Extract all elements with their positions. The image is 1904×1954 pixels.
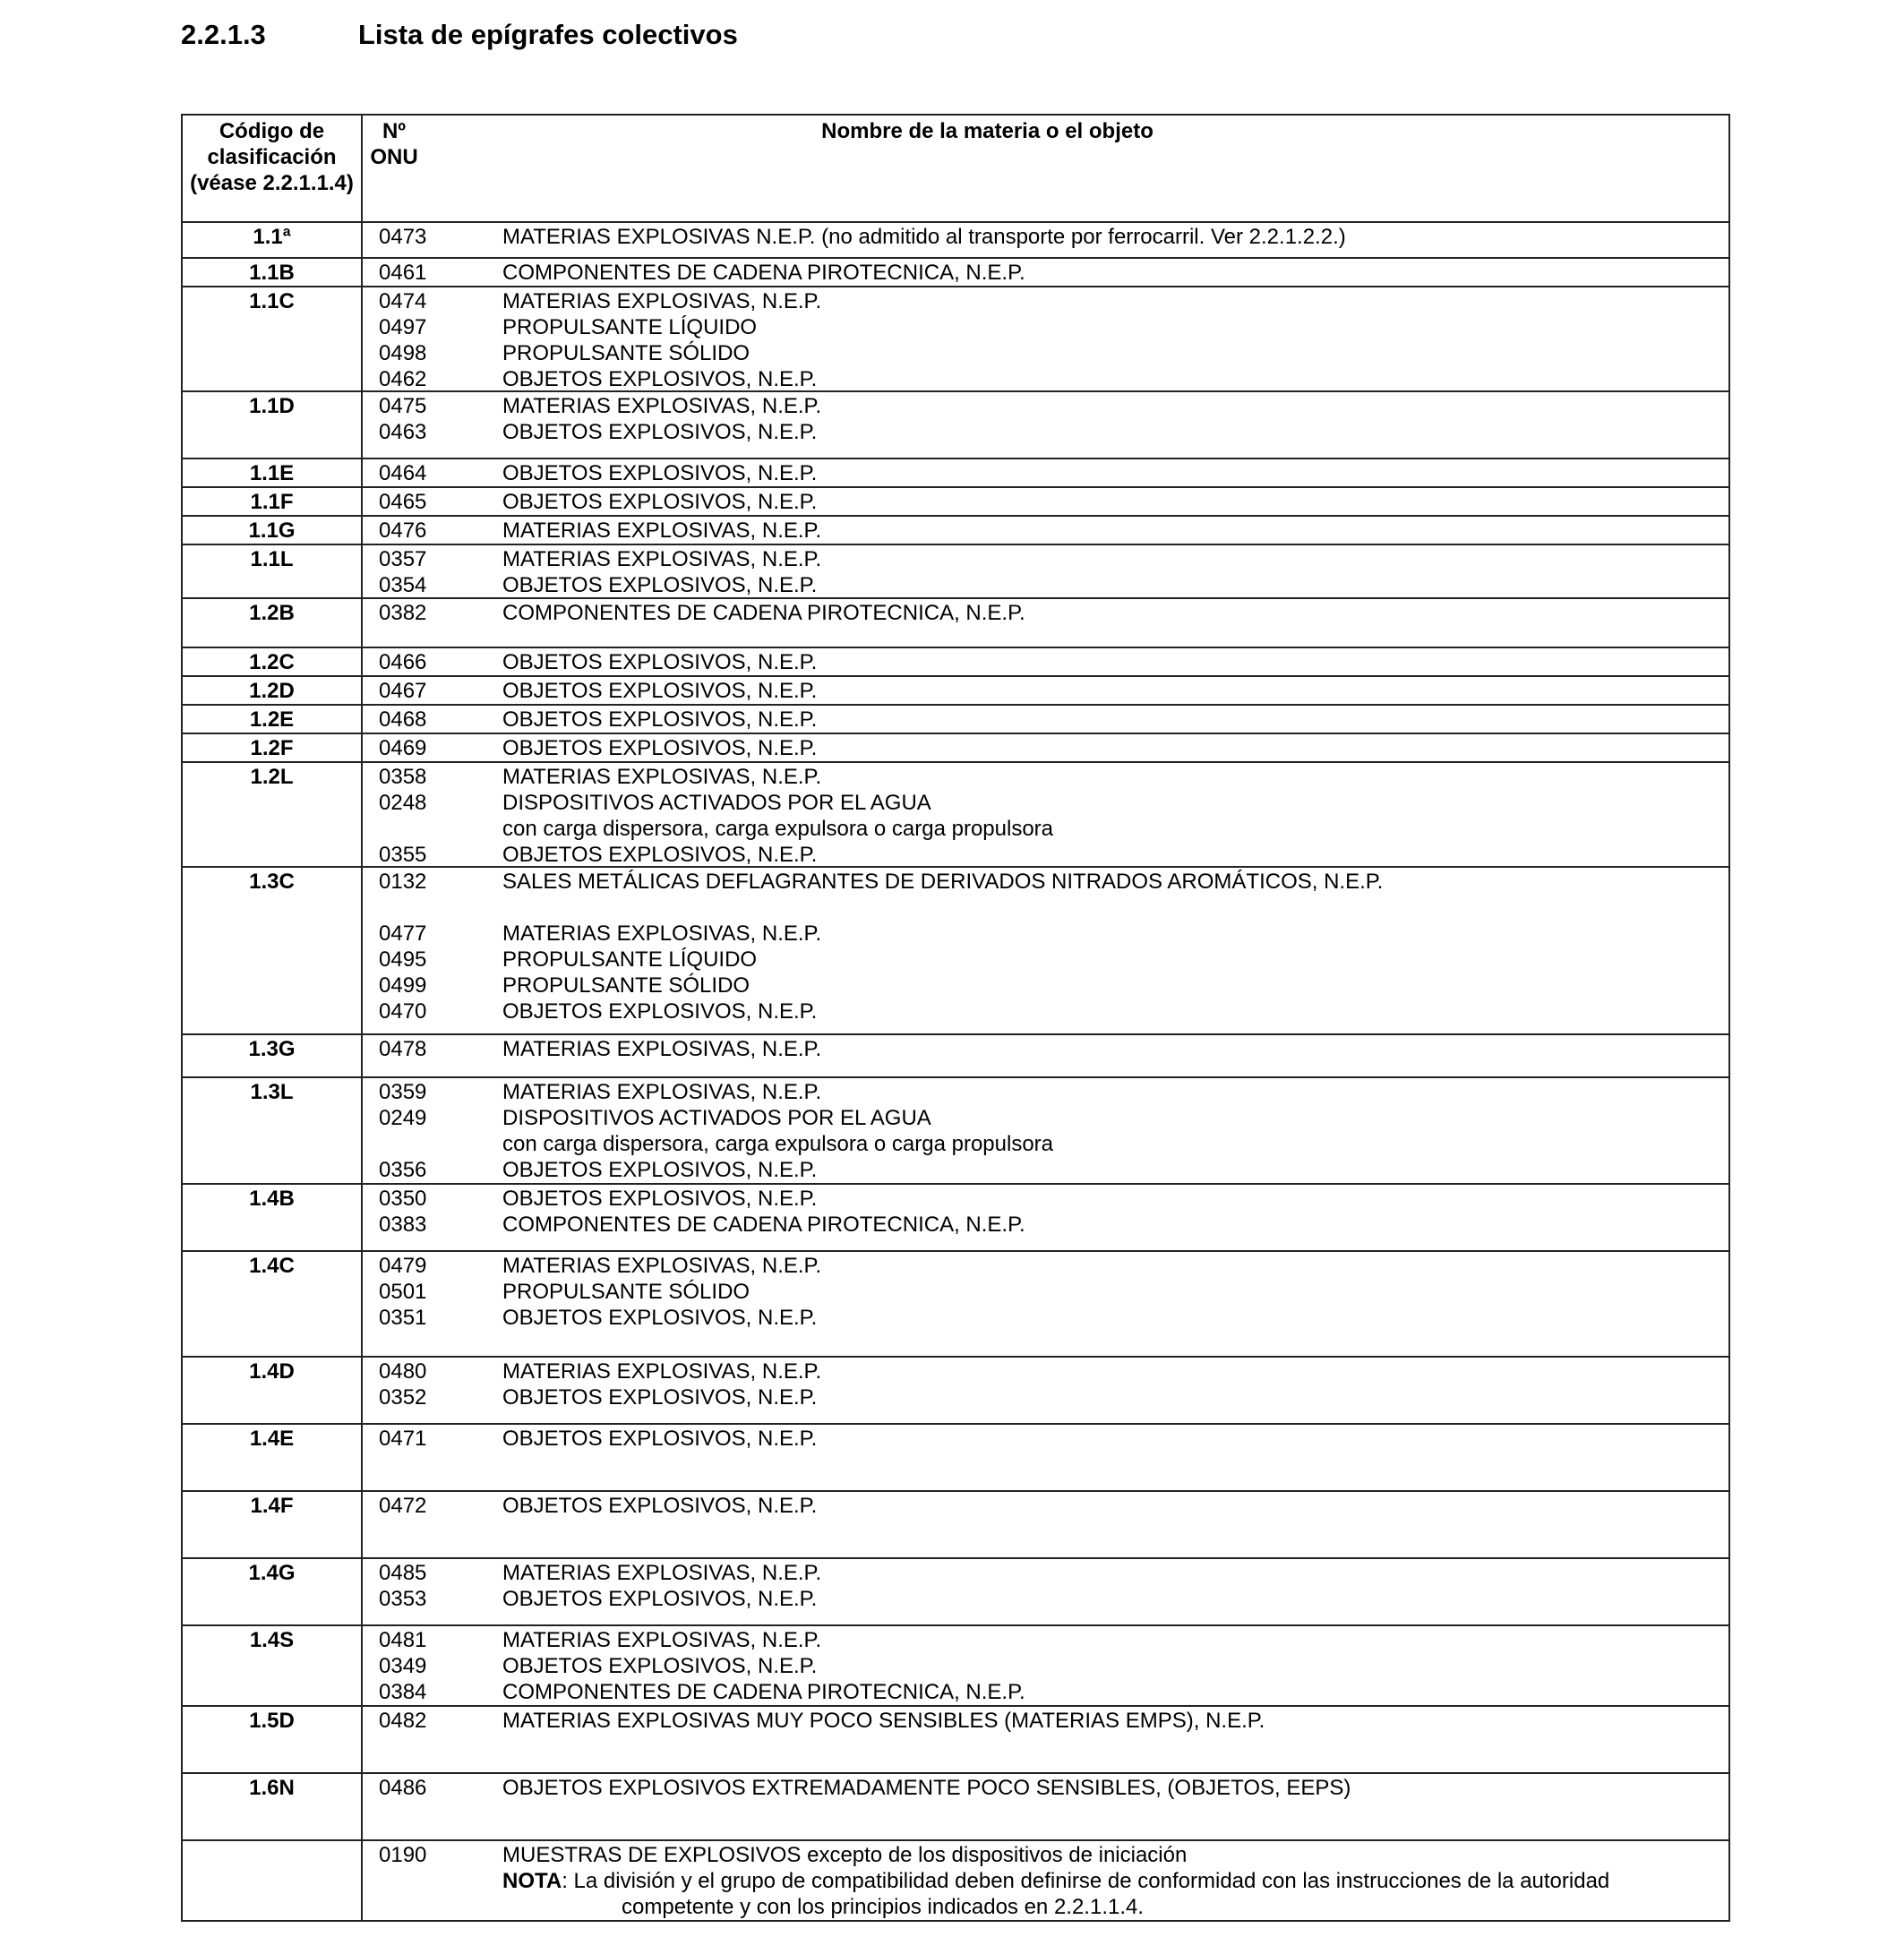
onu-number: 0354 <box>379 573 427 597</box>
classification-code: 1.4B <box>183 1185 363 1250</box>
table-row <box>183 734 1728 763</box>
substance-name: MUESTRAS DE EXPLOSIVOS excepto de los dispositivos de iniciación <box>502 1843 1188 1867</box>
entries-cell <box>363 1252 1728 1356</box>
classification-code: 1.1L <box>183 545 363 597</box>
entries-cell <box>363 287 1728 390</box>
list-item <box>379 764 1728 790</box>
entries-cell <box>363 599 1728 647</box>
onu-number: 0480 <box>379 1359 427 1384</box>
list-item <box>379 947 1728 973</box>
list-item <box>379 518 1728 544</box>
substance-name: OBJETOS EXPLOSIVOS, N.E.P. <box>502 707 818 732</box>
table-row <box>183 287 1728 392</box>
onu-number: 0481 <box>379 1628 427 1652</box>
substance-name: MATERIAS EXPLOSIVAS, N.E.P. <box>502 518 822 543</box>
onu-number: 0476 <box>379 518 427 543</box>
substance-name: COMPONENTES DE CADENA PIROTECNICA, N.E.P. <box>502 601 1025 625</box>
list-item <box>379 1279 1728 1305</box>
table-row <box>183 545 1728 599</box>
onu-number: 0474 <box>379 289 427 313</box>
substance-name: OBJETOS EXPLOSIVOS, N.E.P. <box>502 1306 818 1330</box>
entries-cell <box>363 545 1728 597</box>
onu-number: 0465 <box>379 490 427 514</box>
onu-number: 0350 <box>379 1187 427 1211</box>
onu-number: 0358 <box>379 765 427 789</box>
classification-code: 1.5D <box>183 1707 363 1772</box>
list-item <box>379 224 1728 250</box>
substance-name: COMPONENTES DE CADENA PIROTECNICA, N.E.P. <box>502 1213 1025 1237</box>
table-row <box>183 706 1728 734</box>
section-heading <box>181 13 738 57</box>
header-onu: Nº ONU <box>370 119 418 169</box>
onu-number: 0464 <box>379 461 427 485</box>
onu-number: 0479 <box>379 1254 427 1278</box>
onu-number: 0486 <box>379 1776 427 1800</box>
substance-name: OBJETOS EXPLOSIVOS, N.E.P. <box>502 1158 818 1182</box>
classification-code: 1.4E <box>183 1425 363 1490</box>
entries-cell <box>363 734 1728 761</box>
classification-code: 1.2F <box>183 734 363 761</box>
entries-cell <box>363 1774 1728 1839</box>
substance-name: PROPULSANTE LÍQUIDO <box>502 315 758 339</box>
onu-number: 0132 <box>379 870 427 894</box>
list-item <box>379 314 1728 340</box>
table-header <box>183 116 1728 223</box>
list-item <box>379 649 1728 675</box>
list-item <box>379 678 1728 704</box>
onu-number <box>379 1131 502 1157</box>
substance-name: MATERIAS EXPLOSIVAS, N.E.P. <box>502 1561 822 1585</box>
substance-name: SALES METÁLICAS DEFLAGRANTES DE DERIVADOS NITRADOS AROMÁTICOS, N.E.P. <box>502 870 1384 894</box>
substance-name: OBJETOS EXPLOSIVOS EXTREMADAMENTE POCO SENSIBLES, (OBJETOS, EEPS) <box>502 1776 1351 1800</box>
onu-number: 0355 <box>379 843 427 867</box>
onu-number: 0469 <box>379 736 427 760</box>
note-text: : La división y el grupo de compatibilidad deben definirse de conformidad con las instrucciones de la autoridad <box>562 1869 1610 1893</box>
list-item <box>379 1253 1728 1279</box>
list-item <box>379 1653 1728 1679</box>
list-item <box>379 366 1728 392</box>
substance-name: MATERIAS EXPLOSIVAS, N.E.P. <box>502 1080 822 1104</box>
substance-name: OBJETOS EXPLOSIVOS, N.E.P. <box>502 1494 818 1518</box>
list-item <box>379 1679 1728 1705</box>
list-item <box>379 790 1728 816</box>
entries-cell <box>363 1626 1728 1705</box>
onu-number: 0477 <box>379 921 427 946</box>
substance-name: MATERIAS EXPLOSIVAS, N.E.P. <box>502 1628 822 1652</box>
entries-cell <box>363 517 1728 544</box>
entries-cell <box>363 1559 1728 1624</box>
substance-name: PROPULSANTE LÍQUIDO <box>502 947 758 972</box>
classification-code: 1.1C <box>183 287 363 390</box>
classification-code: 1.1E <box>183 459 363 486</box>
classification-code: 1.4C <box>183 1252 363 1356</box>
list-item <box>379 260 1728 286</box>
entries-cell <box>363 677 1728 704</box>
table-row <box>183 488 1728 517</box>
section-number: 2.2.1.3 <box>181 19 266 50</box>
classification-code: 1.2B <box>183 599 363 647</box>
list-item <box>379 707 1728 733</box>
substance-name: OBJETOS EXPLOSIVOS, N.E.P. <box>502 461 818 485</box>
table-row <box>183 1035 1728 1078</box>
list-item <box>379 1305 1728 1331</box>
list-item <box>379 1384 1728 1410</box>
list-item <box>379 1186 1728 1212</box>
entries-cell <box>363 1035 1728 1076</box>
table-row <box>183 1185 1728 1252</box>
table-row <box>183 1774 1728 1841</box>
table-row <box>183 1425 1728 1492</box>
list-item <box>379 1105 1728 1131</box>
list-item <box>379 1627 1728 1653</box>
entries-cell <box>363 1841 1728 1920</box>
onu-number: 0249 <box>379 1106 427 1130</box>
table-row <box>183 1492 1728 1559</box>
classification-code: 1.1G <box>183 517 363 544</box>
entries-cell <box>363 868 1728 1033</box>
substance-name: MATERIAS EXPLOSIVAS, N.E.P. <box>502 1254 822 1278</box>
classification-code: 1.1ª <box>183 223 363 257</box>
substance-name: OBJETOS EXPLOSIVOS, N.E.P. <box>502 420 818 444</box>
list-item <box>379 340 1728 366</box>
classification-code: 1.2L <box>183 763 363 866</box>
entries-cell <box>363 1492 1728 1557</box>
entries-cell <box>363 706 1728 733</box>
list-item <box>379 1842 1728 1868</box>
onu-number: 0501 <box>379 1280 427 1304</box>
table-row <box>183 223 1728 259</box>
list-item <box>379 1708 1728 1734</box>
entries-cell <box>363 1707 1728 1772</box>
onu-number: 0498 <box>379 341 427 365</box>
onu-number: 0356 <box>379 1158 427 1182</box>
onu-number: 0351 <box>379 1306 427 1330</box>
list-item <box>379 1079 1728 1105</box>
table-row <box>183 1358 1728 1425</box>
onu-number: 0463 <box>379 420 427 444</box>
table-row <box>183 1841 1728 1922</box>
entries-cell <box>363 763 1728 866</box>
substance-name: MATERIAS EXPLOSIVAS N.E.P. (no admitido al transporte por ferrocarril. Ver 2.2.1.2.2.) <box>502 225 1346 249</box>
list-item <box>379 1586 1728 1612</box>
spacer <box>379 895 1728 921</box>
list-item <box>379 1157 1728 1183</box>
onu-number: 0478 <box>379 1037 427 1061</box>
onu-number: 0466 <box>379 650 427 674</box>
substance-name: OBJETOS EXPLOSIVOS, N.E.P. <box>502 999 818 1024</box>
list-item <box>379 869 1728 895</box>
substance-name: MATERIAS EXPLOSIVAS, N.E.P. <box>502 921 822 946</box>
substance-name: COMPONENTES DE CADENA PIROTECNICA, N.E.P. <box>502 1680 1025 1704</box>
substance-name: OBJETOS EXPLOSIVOS, N.E.P. <box>502 843 818 867</box>
onu-number: 0499 <box>379 973 427 998</box>
list-item <box>379 393 1728 419</box>
entries-cell <box>363 259 1728 286</box>
onu-number: 0352 <box>379 1385 427 1410</box>
onu-number: 0357 <box>379 547 427 571</box>
substance-name: PROPULSANTE SÓLIDO <box>502 341 750 365</box>
substance-name: MATERIAS EXPLOSIVAS, N.E.P. <box>502 1359 822 1384</box>
onu-number: 0497 <box>379 315 427 339</box>
table-row <box>183 763 1728 868</box>
onu-number: 0248 <box>379 791 427 815</box>
table-row <box>183 392 1728 459</box>
onu-number: 0471 <box>379 1427 427 1451</box>
table-row <box>183 259 1728 287</box>
substance-name: PROPULSANTE SÓLIDO <box>502 1280 750 1304</box>
substance-name: OBJETOS EXPLOSIVOS, N.E.P. <box>502 736 818 760</box>
table-row <box>183 677 1728 706</box>
onu-number: 0190 <box>379 1843 427 1867</box>
classification-code: 1.4S <box>183 1626 363 1705</box>
onu-number: 0485 <box>379 1561 427 1585</box>
substance-name: MATERIAS EXPLOSIVAS, N.E.P. <box>502 394 822 418</box>
substance-name: OBJETOS EXPLOSIVOS, N.E.P. <box>502 1427 818 1451</box>
classification-code <box>183 1841 363 1920</box>
note-continuation: competente y con los principios indicados en 2.2.1.1.4. <box>622 1895 1145 1919</box>
onu-number: 0495 <box>379 947 427 972</box>
table-row <box>183 1078 1728 1185</box>
list-item <box>379 1775 1728 1801</box>
onu-number: 0353 <box>379 1587 427 1611</box>
substance-name: DISPOSITIVOS ACTIVADOS POR EL AGUA <box>502 1106 931 1130</box>
list-item <box>379 735 1728 761</box>
section-title: Lista de epígrafes colectivos <box>358 19 738 50</box>
onu-number: 0382 <box>379 601 427 625</box>
substance-name: MATERIAS EXPLOSIVAS, N.E.P. <box>502 289 822 313</box>
list-item <box>379 546 1728 572</box>
classification-code: 1.4G <box>183 1559 363 1624</box>
list-item <box>379 419 1728 445</box>
table-row <box>183 1252 1728 1358</box>
table-row <box>183 868 1728 1035</box>
list-item <box>379 288 1728 314</box>
classification-code: 1.1D <box>183 392 363 458</box>
entries-cell <box>363 223 1728 257</box>
list-item <box>379 921 1728 947</box>
classification-code: 1.3G <box>183 1035 363 1076</box>
list-item <box>379 1493 1728 1519</box>
entries-cell <box>363 392 1728 458</box>
substance-name: MATERIAS EXPLOSIVAS, N.E.P. <box>502 547 822 571</box>
onu-number: 0467 <box>379 679 427 703</box>
substance-name: OBJETOS EXPLOSIVOS, N.E.P. <box>502 1385 818 1410</box>
onu-number: 0470 <box>379 999 427 1024</box>
classification-code: 1.1F <box>183 488 363 515</box>
list-item <box>379 1036 1728 1062</box>
substance-name: COMPONENTES DE CADENA PIROTECNICA, N.E.P. <box>502 261 1025 285</box>
list-item <box>379 1560 1728 1586</box>
classification-code: 1.6N <box>183 1774 363 1839</box>
list-item <box>379 1358 1728 1384</box>
onu-number: 0384 <box>379 1680 427 1704</box>
substance-name: OBJETOS EXPLOSIVOS, N.E.P. <box>502 1654 818 1678</box>
substance-name: con carga dispersora, carga expulsora o carga propulsora <box>502 817 1054 841</box>
table-body <box>183 223 1728 1922</box>
classification-code: 1.1B <box>183 259 363 286</box>
substance-name: PROPULSANTE SÓLIDO <box>502 973 750 998</box>
onu-number: 0482 <box>379 1709 427 1733</box>
list-item <box>379 572 1728 598</box>
list-item <box>379 489 1728 515</box>
onu-number: 0475 <box>379 394 427 418</box>
classification-code: 1.2E <box>183 706 363 733</box>
entries-cell <box>363 488 1728 515</box>
entries-cell <box>363 1425 1728 1490</box>
classification-code: 1.4F <box>183 1492 363 1557</box>
substance-name: MATERIAS EXPLOSIVAS MUY POCO SENSIBLES (MATERIAS EMPS), N.E.P. <box>502 1709 1265 1733</box>
substance-name: DISPOSITIVOS ACTIVADOS POR EL AGUA <box>502 791 931 815</box>
substance-name: OBJETOS EXPLOSIVOS, N.E.P. <box>502 1187 818 1211</box>
onu-number: 0468 <box>379 707 427 732</box>
onu-number: 0472 <box>379 1494 427 1518</box>
table-row <box>183 459 1728 488</box>
substance-name: OBJETOS EXPLOSIVOS, N.E.P. <box>502 367 818 391</box>
list-item <box>379 973 1728 998</box>
classification-code: 1.2D <box>183 677 363 704</box>
list-item <box>379 460 1728 486</box>
substance-name: OBJETOS EXPLOSIVOS, N.E.P. <box>502 679 818 703</box>
classification-code: 1.3C <box>183 868 363 1033</box>
list-item <box>379 998 1728 1024</box>
note-label: NOTA <box>502 1869 562 1893</box>
header-code: Código de clasificación (véase 2.2.1.1.4) <box>183 116 363 221</box>
substance-name: MATERIAS EXPLOSIVAS, N.E.P. <box>502 1037 822 1061</box>
onu-number: 0462 <box>379 367 427 391</box>
list-item <box>379 1426 1728 1452</box>
entries-cell <box>363 1185 1728 1250</box>
entries-cell <box>363 648 1728 675</box>
onu-number: 0473 <box>379 225 427 249</box>
classification-code: 1.3L <box>183 1078 363 1183</box>
list-item <box>379 842 1728 868</box>
entries-cell <box>363 1078 1728 1183</box>
substance-name: OBJETOS EXPLOSIVOS, N.E.P. <box>502 1587 818 1611</box>
classification-code: 1.2C <box>183 648 363 675</box>
table-row <box>183 1559 1728 1626</box>
classification-code: 1.4D <box>183 1358 363 1423</box>
table-row <box>183 648 1728 677</box>
substance-name: MATERIAS EXPLOSIVAS, N.E.P. <box>502 765 822 789</box>
substance-name: OBJETOS EXPLOSIVOS, N.E.P. <box>502 650 818 674</box>
list-item <box>379 816 1728 842</box>
list-item <box>379 600 1728 626</box>
table-row <box>183 599 1728 648</box>
list-item <box>379 1131 1728 1157</box>
onu-number: 0383 <box>379 1213 427 1237</box>
list-item <box>379 1212 1728 1238</box>
entries-cell <box>363 1358 1728 1423</box>
table-row <box>183 1626 1728 1707</box>
onu-number: 0349 <box>379 1654 427 1678</box>
onu-number <box>379 816 502 842</box>
onu-number: 0359 <box>379 1080 427 1104</box>
note-line <box>502 1868 1728 1894</box>
substance-name: con carga dispersora, carga expulsora o carga propulsora <box>502 1132 1054 1156</box>
substance-name: OBJETOS EXPLOSIVOS, N.E.P. <box>502 490 818 514</box>
table-row <box>183 517 1728 545</box>
entries-cell <box>363 459 1728 486</box>
onu-number: 0461 <box>379 261 427 285</box>
header-name: Nombre de la materia o el objeto <box>821 119 1154 143</box>
substance-name: OBJETOS EXPLOSIVOS, N.E.P. <box>502 573 818 597</box>
collective-entries-table <box>181 114 1730 1922</box>
table-row <box>183 1707 1728 1774</box>
note <box>379 1868 1728 1920</box>
